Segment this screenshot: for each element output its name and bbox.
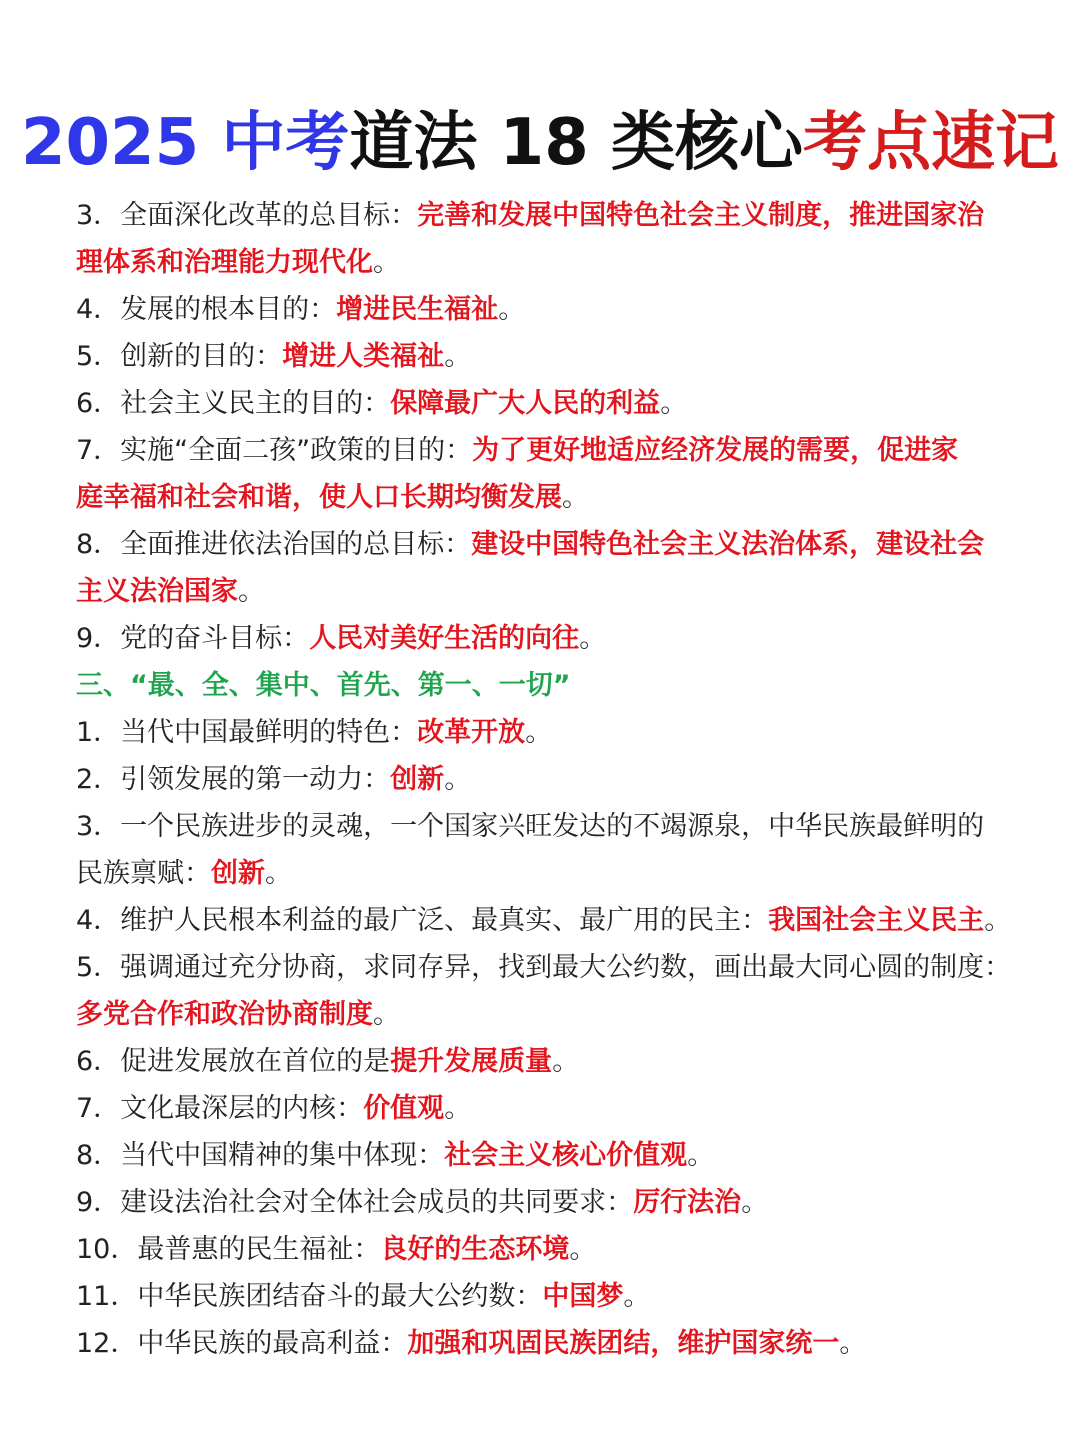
item-label: 4．发展的根本目的： <box>76 294 337 325</box>
item-label: 10．最普惠的民生福祉： <box>76 1234 381 1265</box>
item-label: 7．实施“全面二孩”政策的目的： <box>76 435 473 466</box>
item-label: 4．维护人民根本利益的最广泛、最真实、最广用的民主： <box>76 905 769 936</box>
list-item <box>76 897 1016 944</box>
list-item <box>76 239 1016 286</box>
item-end: 。 <box>741 1187 769 1218</box>
list-item <box>76 1226 1016 1273</box>
item-answer: 增进人类福祉 <box>282 341 445 372</box>
title-part-subject: 道法 18 类核心 <box>349 106 804 180</box>
item-answer: 完善和发展中国特色社会主义制度，推进国家治 <box>417 200 985 231</box>
list-item <box>76 1038 1016 1085</box>
list-item <box>76 474 1016 521</box>
item-label: 12．中华民族的最高利益： <box>76 1328 408 1359</box>
list-item <box>76 756 1016 803</box>
item-label: 5．强调通过充分协商，求同存异，找到最大公约数，画出最大同心圆的制度： <box>76 952 1012 983</box>
list-item <box>76 709 1016 756</box>
item-label: 1．当代中国最鲜明的特色： <box>76 717 418 748</box>
item-answer: 多党合作和政治协商制度 <box>76 999 373 1030</box>
item-end: 。 <box>238 576 265 607</box>
item-label: 6．促进发展放在首位的是 <box>76 1046 391 1077</box>
list-item <box>76 286 1016 333</box>
title-part-year-exam: 2025 中考 <box>20 106 350 180</box>
item-answer: 理体系和治理能力现代化 <box>76 247 373 278</box>
item-end: 。 <box>444 764 472 795</box>
item-answer: 创新 <box>390 764 445 795</box>
item-answer: 提升发展质量 <box>390 1046 553 1077</box>
item-end: 。 <box>498 294 526 325</box>
item-answer: 厉行法治 <box>633 1187 742 1218</box>
page-title <box>0 100 1080 186</box>
item-end: 。 <box>569 1234 597 1265</box>
list-item <box>76 1179 1016 1226</box>
item-label: 8．全面推进依法治国的总目标： <box>76 529 472 560</box>
list-item <box>76 1273 1016 1320</box>
item-label: 6．社会主义民主的目的： <box>76 388 391 419</box>
item-end: 。 <box>660 388 688 419</box>
item-answer: 中国梦 <box>542 1281 624 1312</box>
list-item <box>76 850 1016 897</box>
list-item <box>76 803 1016 850</box>
item-label: 9．党的奋斗目标： <box>76 623 310 654</box>
item-answer: 创新 <box>211 858 265 889</box>
item-answer: 价值观 <box>363 1093 445 1124</box>
list-item <box>76 615 1016 662</box>
item-label: 民族禀赋： <box>76 858 211 889</box>
content-list <box>76 192 1016 1367</box>
item-answer: 人民对美好生活的向往 <box>309 623 580 654</box>
item-label: 11．中华民族团结奋斗的最大公约数： <box>76 1281 543 1312</box>
list-item <box>76 1320 1016 1367</box>
item-end: 。 <box>444 1093 472 1124</box>
item-answer: 我国社会主义民主 <box>768 905 985 936</box>
list-item <box>76 568 1016 615</box>
item-answer: 增进民生福祉 <box>336 294 499 325</box>
list-item <box>76 1085 1016 1132</box>
item-answer: 良好的生态环境 <box>380 1234 570 1265</box>
item-label: 7．文化最深层的内核： <box>76 1093 364 1124</box>
item-end: 。 <box>552 1046 580 1077</box>
item-end: 。 <box>839 1328 867 1359</box>
item-end: 。 <box>562 482 589 513</box>
item-end: 。 <box>623 1281 651 1312</box>
section-heading: 三、“最、全、集中、首先、第一、一切” <box>76 670 571 701</box>
item-end: 。 <box>984 905 1012 936</box>
item-label: 9．建设法治社会对全体社会成员的共同要求： <box>76 1187 634 1218</box>
list-item <box>76 192 1016 239</box>
item-label: 8．当代中国精神的集中体现： <box>76 1140 445 1171</box>
list-item <box>76 333 1016 380</box>
item-end: 。 <box>525 717 553 748</box>
list-item <box>76 521 1016 568</box>
item-answer: 保障最广大人民的利益 <box>390 388 661 419</box>
item-end: 。 <box>687 1140 715 1171</box>
item-answer: 改革开放 <box>417 717 526 748</box>
item-label: 3．一个民族进步的灵魂，一个国家兴旺发达的不竭源泉，中华民族最鲜明的 <box>76 811 985 842</box>
list-item <box>76 991 1016 1038</box>
item-answer: 加强和巩固民族团结，维护国家统一 <box>407 1328 840 1359</box>
item-label: 5．创新的目的： <box>76 341 283 372</box>
item-label: 3．全面深化改革的总目标： <box>76 200 418 231</box>
item-answer: 社会主义核心价值观 <box>444 1140 688 1171</box>
item-answer: 庭幸福和社会和谐，使人口长期均衡发展 <box>76 482 562 513</box>
item-answer: 主义法治国家 <box>76 576 238 607</box>
item-end: 。 <box>373 999 400 1030</box>
item-end: 。 <box>579 623 607 654</box>
item-answer: 建设中国特色社会主义法治体系，建设社会 <box>471 529 985 560</box>
item-end: 。 <box>265 858 292 889</box>
list-item <box>76 380 1016 427</box>
item-label: 2．引领发展的第一动力： <box>76 764 391 795</box>
item-end: 。 <box>444 341 472 372</box>
item-answer: 为了更好地适应经济发展的需要，促进家 <box>472 435 959 466</box>
list-item <box>76 427 1016 474</box>
title-part-quick-memory: 考点速记 <box>803 106 1060 180</box>
list-item <box>76 1132 1016 1179</box>
item-end: 。 <box>373 247 400 278</box>
list-item <box>76 944 1016 991</box>
